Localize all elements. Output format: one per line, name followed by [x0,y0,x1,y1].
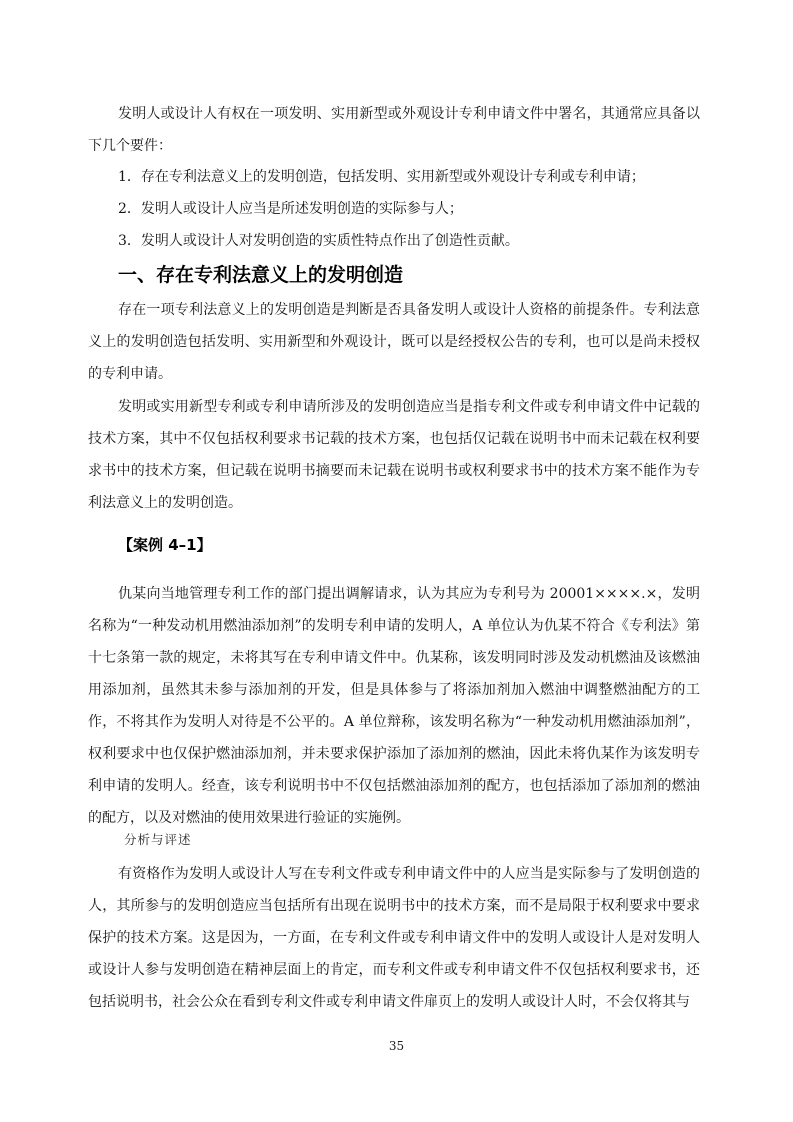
section-heading: 一、存在专利法意义上的发明创造 [118,264,404,286]
section-paragraph-1: 存在一项专利法意义上的发明创造是判断是否具备发明人或设计人资格的前提条件。专利法意义上的发明创造包括发明、实用新型和外观设计，既可以是经授权公告的专利，也可以是尚未授权的专利申请。 [88,302,700,382]
case-paragraph: 仇某向当地管理专利工作的部门提出调解请求，认为其应为专利号为 20001××××.×，发明名称为“一种发动机用燃油添加剂”的发明专利申请的发明人，A 单位认为仇某不符合《专利法》第十七条第一款的规定，未将其写在专利申请文件中。仇某称，该发明同时涉及发动机燃油及该燃油用添加剂，虽然其未参与添加剂的开发，但是具体参与了将添加剂加入燃油中调整燃油配方的工作，不将其作为发明人对待是不公平的。A 单位辩称，该发明名称为“一种发动机用燃油添加剂”，权利要求中也仅保护燃油添加剂，并未要求保护添加了添加剂的燃油，因此未将仇某作为该发明专利申请的发明人。经查，该专利说明书中不仅包括燃油添加剂的配方，也包括添加了添加剂的燃油的配方，以及对燃油的使用效果进行验证的实施例。 [88,586,700,826]
page-number: 35 [388,1039,405,1053]
analysis-label: 分析与评述 [124,832,192,847]
section-paragraph-2: 发明或实用新型专利或专利申请所涉及的发明创造应当是指专利文件或专利申请文件中记载的技术方案，其中不仅包括权利要求书记载的技术方案，也包括仅记载在说明书中而未记载在权利要求书中的技术方案，但记载在说明书摘要而未记载在说明书或权利要求书中的技术方案不能作为专利法意义上的发明创造。 [88,399,700,511]
case-title: 【案例 4–1】 [118,536,212,554]
requirement-item-1: 1．存在专利法意义上的发明创造，包括发明、实用新型或外观设计专利或专利申请； [118,169,645,185]
intro-paragraph: 发明人或设计人有权在一项发明、实用新型或外观设计专利申请文件中署名，其通常应具备以下几个要件： [88,106,700,154]
requirement-item-2: 2．发明人或设计人应当是所述发明创造的实际参与人； [118,201,463,217]
requirement-item-3: 3．发明人或设计人对发明创造的实质性特点作出了创造性贡献。 [118,233,519,249]
analysis-paragraph: 有资格作为发明人或设计人写在专利文件或专利申请文件中的人应当是实际参与了发明创造的人，其所参与的发明创造应当包括所有出现在说明书中的技术方案，而不是局限于权利要求中要求保护的技术方案。这是因为，一方面，在专利文件或专利申请文件中的发明人或设计人是对发明人或设计人参与发明创造在精神层面上的肯定，而专利文件或专利申请文件不仅包括权利要求书，还包括说明书，社会公众在看到专利文件或专利申请文件扉页上的发明人或设计人时，不会仅将其与 [88,866,700,1010]
